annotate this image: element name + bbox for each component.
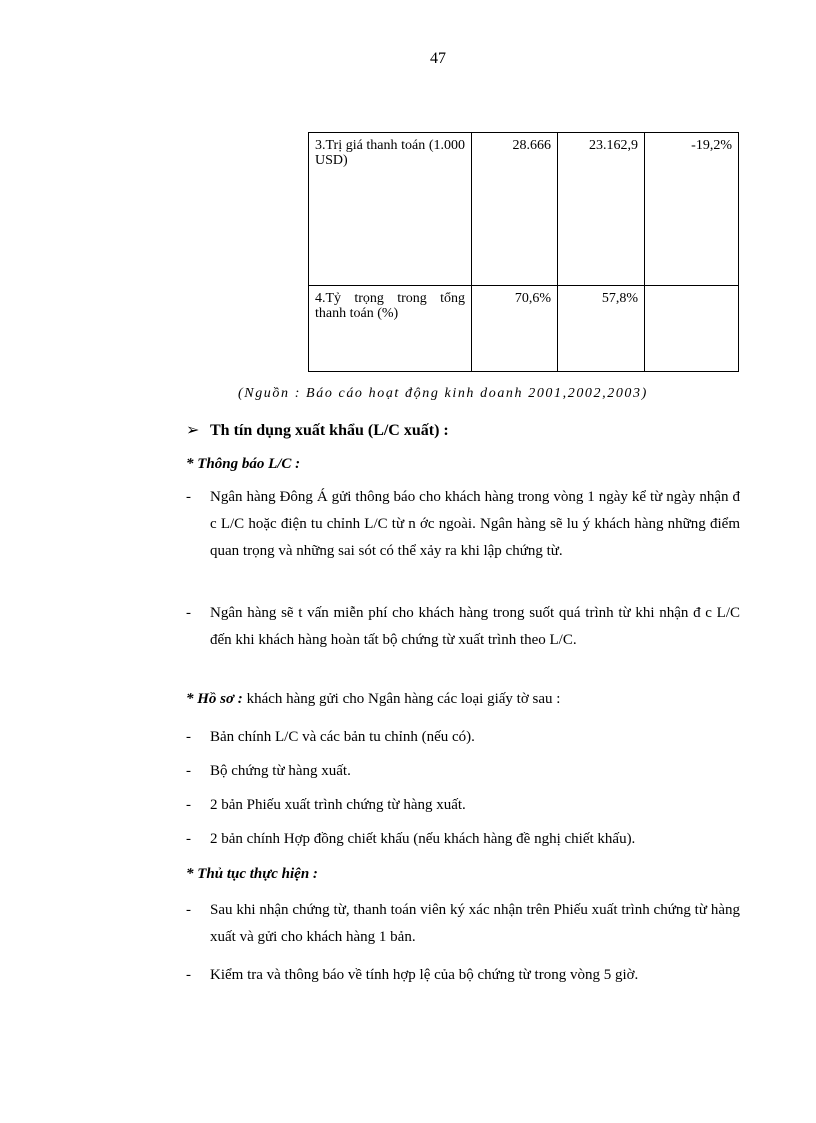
list-item	[186, 600, 740, 654]
dash-bullet: -	[186, 729, 191, 745]
row-label: 4.Tỷ trọng trong tổng thanh toán (%)	[309, 286, 472, 372]
dash-bullet: -	[186, 763, 191, 779]
page-number: 47	[430, 50, 446, 67]
section-title: Th tín dụng xuất khẩu (L/C xuất) :	[210, 422, 449, 439]
list-item-text: 2 bản Phiếu xuất trình chứng từ hàng xuất.	[210, 797, 466, 813]
table-row	[309, 133, 739, 286]
list-item	[186, 484, 740, 565]
list-item-text: 2 bản chính Hợp đồng chiết khấu (nếu khách hàng đề nghị chiết khấu).	[210, 831, 636, 847]
value-change: -19,2%	[645, 133, 739, 286]
dash-bullet: -	[186, 902, 191, 918]
list-item-text: Ngân hàng sẽ t vấn miễn phí cho khách hàng trong suốt quá trình từ khi nhận đ c L/C đến khi khách hàng hoàn tất bộ chứng từ xuất trình theo L/C.	[210, 605, 740, 648]
list-item	[186, 758, 740, 785]
value-2001: 70,6%	[472, 286, 558, 372]
documents-heading: * Hồ sơ :	[186, 691, 243, 707]
dash-bullet: -	[186, 605, 191, 621]
list-item	[186, 724, 740, 751]
section-heading	[186, 420, 449, 440]
dash-bullet: -	[186, 489, 191, 505]
dash-bullet: -	[186, 967, 191, 983]
dash-bullet: -	[186, 831, 191, 847]
list-item	[186, 826, 740, 853]
list-item-text: Ngân hàng Đông Á gửi thông báo cho khách hàng trong vòng 1 ngày kể từ ngày nhận đ c L/C hoặc điện tu chỉnh L/C từ n ớc ngoài. Ngân hàng sẽ lu ý khách hàng những điểm quan trọng và những sai sót có thể xảy ra khi lập chứng từ.	[210, 489, 740, 559]
procedure-heading: * Thủ tục thực hiện :	[186, 866, 318, 882]
notice-heading: * Thông báo L/C :	[186, 456, 301, 472]
list-item-text: Sau khi nhận chứng từ, thanh toán viên ký xác nhận trên Phiếu xuất trình chứng từ hàng xuất và gửi cho khách hàng 1 bản.	[210, 902, 740, 945]
value-2002: 57,8%	[558, 286, 645, 372]
list-item	[186, 897, 740, 951]
list-item	[186, 962, 740, 989]
row-label: 3.Trị giá thanh toán (1.000 USD)	[309, 133, 472, 286]
table-source-note: (Nguồn : Báo cáo hoạt động kinh doanh 2001,2002,2003)	[238, 386, 648, 401]
value-2001: 28.666	[472, 133, 558, 286]
dash-bullet: -	[186, 797, 191, 813]
arrow-bullet-icon: ➢	[186, 422, 200, 439]
documents-text: khách hàng gửi cho Ngân hàng các loại giấy tờ sau :	[242, 691, 561, 707]
list-item-text: Bản chính L/C và các bản tu chỉnh (nếu có).	[210, 729, 475, 745]
list-item	[186, 792, 740, 819]
list-item-text: Bộ chứng từ hàng xuất.	[210, 763, 351, 779]
value-change	[645, 286, 739, 372]
list-item-text: Kiểm tra và thông báo về tính hợp lệ của bộ chứng từ trong vòng 5 giờ.	[210, 967, 639, 983]
table-row	[309, 286, 739, 372]
statistics-table	[308, 132, 739, 372]
documents-intro	[186, 691, 560, 708]
value-2002: 23.162,9	[558, 133, 645, 286]
